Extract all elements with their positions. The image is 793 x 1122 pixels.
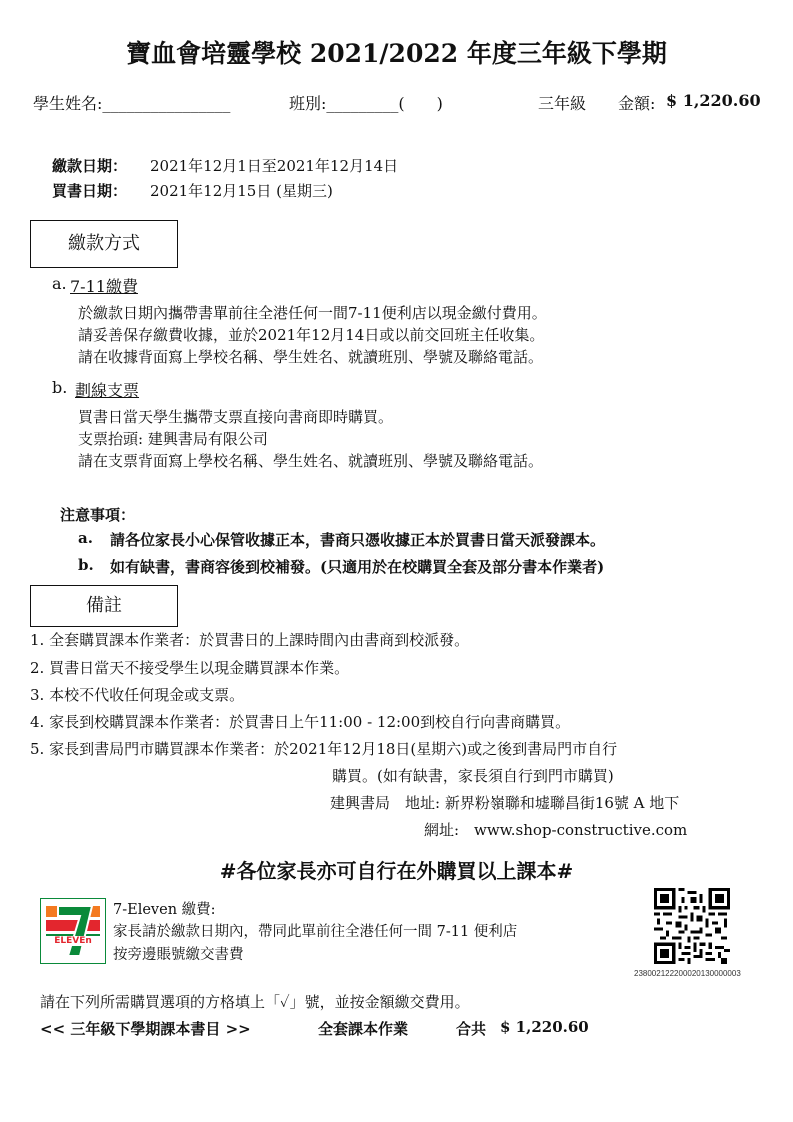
seven-eleven-logo-text: ELEVEn xyxy=(43,936,103,946)
checkbox-instruction: 請在下列所需購買選項的方格填上「✓」號，並按金額繳交費用。 xyxy=(40,993,470,1011)
remark-5: 5. 家長到書局門市購買課本作業者：於2021年12月18日(星期六)或之後到書局門市自行 xyxy=(30,740,618,758)
remark-5-continued: 購買。(如有缺書，家長須自行到門市購買) xyxy=(332,767,614,785)
book-list-title: << 三年級下學期課本書目 >> xyxy=(40,1020,251,1038)
student-name-field[interactable]: 學生姓名:________________ xyxy=(33,94,231,113)
qr-code xyxy=(654,888,730,964)
notes-heading: 注意事項： xyxy=(60,506,136,524)
method-b-line-3: 請在支票背面寫上學校名稱、學生姓名、就讀班別、學號及聯絡電話。 xyxy=(78,452,544,470)
amount-value: $ 1,220.60 xyxy=(666,91,761,110)
amount-label: 金額: xyxy=(618,94,656,113)
total-label: 合共 xyxy=(456,1020,487,1038)
page-title: 寶血會培靈學校 2021/2022 年度三年級下學期 xyxy=(126,39,667,68)
remark-4: 4. 家長到校購買課本作業者：於買書日上午11:00 - 12:00到校自行向書商購買。 xyxy=(30,713,571,731)
remark-2: 2. 買書日當天不接受學生以現金購買課本作業。 xyxy=(30,659,350,677)
account-number: 238002122200020130000003 xyxy=(634,969,741,978)
class-field[interactable]: 班別:_________( ) xyxy=(289,94,443,113)
remarks-heading: 備註 xyxy=(30,585,178,627)
seven-eleven-title: 7-Eleven 繳費: xyxy=(113,902,216,918)
method-a-line-3: 請在收據背面寫上學校名稱、學生姓名、就讀班別、學號及聯絡電話。 xyxy=(78,348,544,366)
note-b-prefix: b. xyxy=(78,556,94,574)
method-b-line-2: 支票抬頭: 建興書局有限公司 xyxy=(78,430,268,448)
note-a-prefix: a. xyxy=(78,529,93,547)
payment-date-value: 2021年12月1日至2021年12月14日 xyxy=(150,157,399,175)
seven-eleven-logo xyxy=(40,898,106,964)
total-value: $ 1,220.60 xyxy=(500,1018,589,1036)
method-a-line-2: 請妥善保存繳費收據，並於2021年12月14日或以前交回班主任收集。 xyxy=(78,326,545,344)
method-a-prefix: a. xyxy=(52,274,67,293)
option-full-set[interactable]: 全套課本作業 xyxy=(318,1020,409,1038)
payment-date-label: 繳款日期： xyxy=(52,157,128,175)
seven-eleven-line-1: 家長請於繳款日期內，帶同此單前往全港任何一間 7-11 便利店 xyxy=(113,924,518,940)
purchase-date-label: 買書日期： xyxy=(52,182,128,200)
bookstore-address: 建興書局 地址: 新界粉嶺聯和墟聯昌街16號 A 地下 xyxy=(330,794,680,812)
method-a-title: 7-11繳費 xyxy=(70,277,138,296)
bookstore-website: 網址: www.shop-constructive.com xyxy=(424,821,688,839)
purchase-date-value: 2021年12月15日 (星期三) xyxy=(150,182,333,200)
method-b-title: 劃線支票 xyxy=(75,381,140,400)
method-a-line-1: 於繳款日期內攜帶書單前往全港任何一間7-11便利店以現金繳付費用。 xyxy=(78,304,547,322)
remark-3: 3. 本校不代收任何現金或支票。 xyxy=(30,686,245,704)
purchase-elsewhere-banner: #各位家長亦可自行在外購買以上課本# xyxy=(219,859,574,883)
seven-eleven-line-2: 按旁邊賬號繳交書費 xyxy=(113,947,244,963)
grade-label: 三年級 xyxy=(538,94,587,113)
note-b-text: 如有缺書，書商容後到校補發。(只適用於在校購買全套及部分書本作業者) xyxy=(110,558,605,576)
method-b-line-1: 買書日當天學生攜帶支票直接向書商即時購買。 xyxy=(78,408,394,426)
method-b-prefix: b. xyxy=(52,378,68,397)
payment-methods-heading: 繳款方式 xyxy=(30,220,178,268)
note-a-text: 請各位家長小心保管收據正本，書商只憑收據正本於買書日當天派發課本。 xyxy=(110,531,606,549)
remark-1: 1. 全套購買課本作業者：於買書日的上課時間內由書商到校派發。 xyxy=(30,631,470,649)
